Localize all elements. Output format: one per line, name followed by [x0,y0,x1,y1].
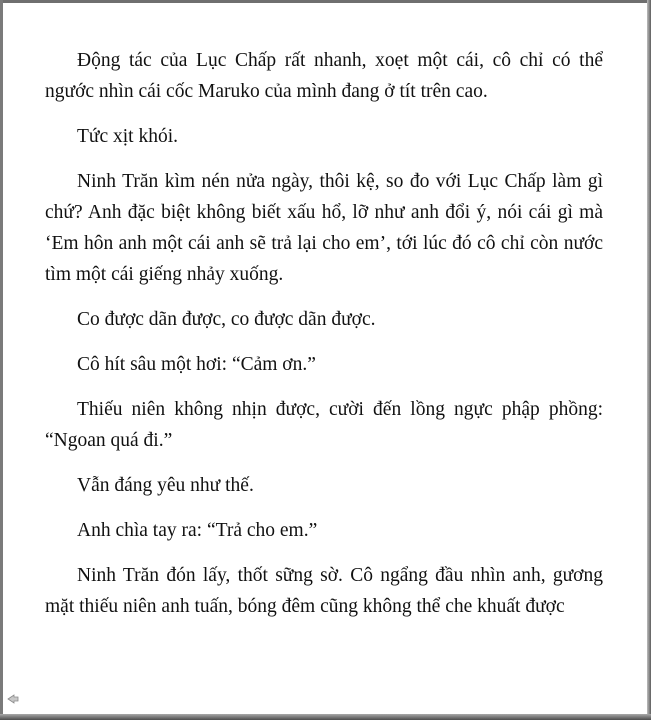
window-border-left [0,0,3,720]
paragraph-9: Ninh Trăn đón lấy, thốt sững sờ. Cô ngẩng đầu nhìn anh, gương mặt thiếu niên anh tuấn, bóng đêm cũng không thể che khuất được [45,565,603,617]
paragraph-8: Anh chìa tay ra: “Trả cho em.” [77,520,318,541]
window-border-bottom [0,714,651,720]
paragraph-3: Ninh Trăn kìm nén nửa ngày, thôi kệ, so đo với Lục Chấp làm gì chứ? Anh đặc biệt không biết xấu hổ, lỡ như anh đổi ý, nói cái gì mà ‘Em hôn anh một cái anh sẽ trả lại cho em’, tới lúc đó cô chỉ còn nước tìm một cái giếng nhảy xuống. [45,171,603,285]
paragraph-6: Thiếu niên không nhịn được, cười đến lồng ngực phập phồng: “Ngoan quá đi.” [45,399,603,451]
window-border-top [0,0,651,3]
paragraph-4: Co được dãn được, co được dãn được. [77,309,376,330]
paragraph-5: Cô hít sâu một hơi: “Cảm ơn.” [77,354,316,375]
scroll-left-arrow-icon[interactable] [6,692,20,706]
paragraph-2: Tức xịt khói. [77,126,179,147]
document-body [45,45,603,636]
window-border-right [647,0,651,720]
paragraph-7: Vẫn đáng yêu như thế. [77,475,254,496]
paragraph-1: Động tác của Lục Chấp rất nhanh, xoẹt một cái, cô chỉ có thể ngước nhìn cái cốc Maruko của mình đang ở tít trên cao. [45,50,603,102]
